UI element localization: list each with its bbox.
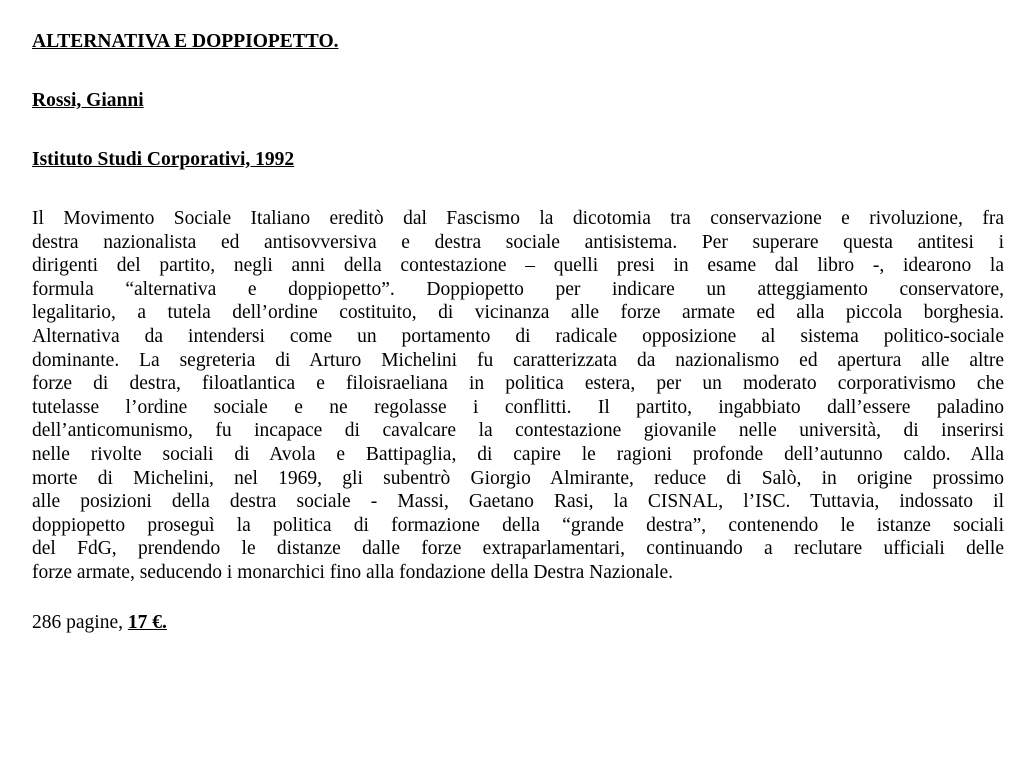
book-title: ALTERNATIVA E DOPPIOPETTO. (32, 31, 339, 52)
page-count: 286 pagine, (32, 611, 128, 633)
book-author: Rossi, Gianni (32, 90, 144, 111)
book-description (32, 207, 1004, 585)
description-line: doppiopetto proseguì la politica di formazione della “grande destra”, contenendo le istanze sociali (32, 514, 1004, 536)
description-line: dominante. La segreteria di Arturo Michelini fu caratterizzata da nazionalismo ed apertura alle altre (32, 349, 1004, 371)
description-line: dell’anticomunismo, fu incapace di cavalcare la contestazione giovanile nelle università, di inserirsi (32, 420, 1004, 442)
description-line: nelle rivolte sociali di Avola e Battipaglia, di capire le ragioni profonde dell’autunno caldo. Alla (32, 443, 1004, 465)
description-line: Alternativa da intendersi come un portamento di radicale opposizione al sistema politico-sociale (32, 325, 1004, 347)
book-footer (32, 611, 1004, 635)
description-line: legalitario, a tutela dell’ordine costituito, di vicinanza alle forze armate ed alla piccola borghesia. (32, 302, 1004, 324)
description-line: alle posizioni della destra sociale - Massi, Gaetano Rasi, la CISNAL, l’ISC. Tuttavia, indossato il (32, 491, 1004, 513)
description-line: dirigenti del partito, negli anni della contestazione – quelli presi in esame dal libro -, idearono la (32, 255, 1004, 277)
document-page (32, 30, 1004, 635)
book-publisher: Istituto Studi Corporativi, 1992 (32, 149, 295, 170)
book-price: 17 €. (127, 611, 167, 633)
description-line: formula “alternativa e doppiopetto”. Doppiopetto per indicare un atteggiamento conservatore, (32, 278, 1004, 300)
description-line: Il Movimento Sociale Italiano ereditò dal Fascismo la dicotomia tra conservazione e rivoluzione, fra (32, 208, 1004, 229)
description-line: forze di destra, filoatlantica e filoisraeliana in politica estera, per un moderato corporativismo che (32, 373, 1004, 395)
description-line: tutelasse l’ordine sociale e ne regolasse i conflitti. Il partito, ingabbiato dall’essere paladino (32, 396, 1004, 418)
description-line: forze armate, seducendo i monarchici fino alla fondazione della Destra Nazionale. (32, 561, 674, 583)
description-line: morte di Michelini, nel 1969, gli subentrò Giorgio Almirante, reduce di Salò, in origine prossimo (32, 467, 1004, 489)
description-line: destra nazionalista ed antisovversiva e destra sociale antisistema. Per superare questa antitesi i (32, 231, 1004, 253)
description-line: del FdG, prendendo le distanze dalle forze extraparlamentari, continuando a reclutare ufficiali delle (32, 538, 1004, 560)
